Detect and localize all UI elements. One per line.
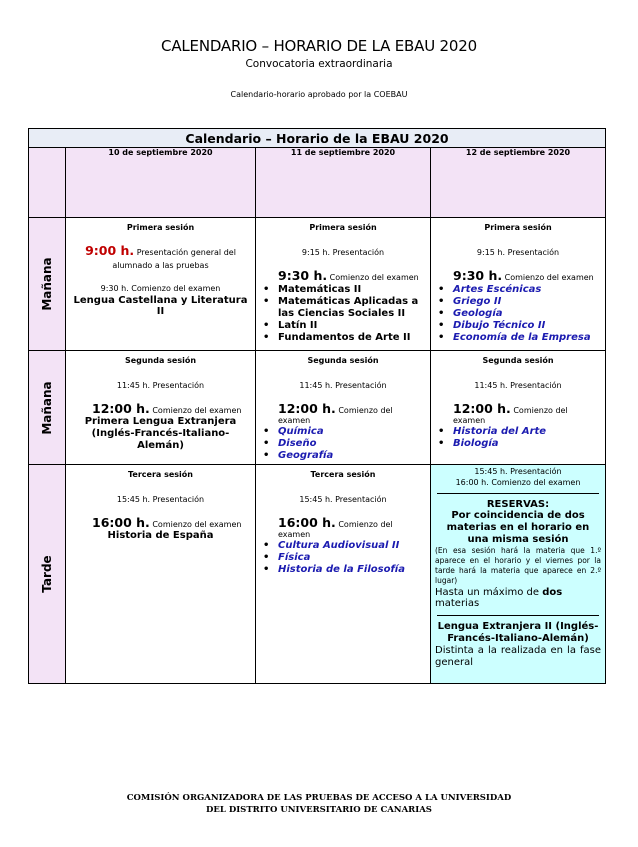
table-title: Calendario – Horario de la EBAU 2020 [29,129,606,148]
list-item: • Matemáticas II [260,284,426,296]
exam-text: Comienzo del examen [453,406,568,425]
corner-cell [29,148,66,218]
lang-title: Lengua Extranjera II (Inglés-Francés-Italiano-Alemán) [437,621,599,644]
lang-note: Distinta a la realizada en la fase general [435,645,601,668]
list-item: • Geografía [260,450,426,462]
exam-time: 9:30 h. [278,268,328,283]
list-item: • Historia del Arte [435,426,601,438]
row-label-cell [29,465,66,684]
row-label: Mañana [40,380,54,435]
exam-time: 12:00 h. [278,401,336,416]
session-name: Primera sesión [484,223,552,232]
list-item: • Matemáticas Aplicadas a las Ciencias Sociales II [260,296,426,320]
list-item: • Griego II [435,296,601,308]
subject: Primera Lengua Extranjera (Inglés-Francés-Italiano-Alemán) [84,416,237,451]
table-row [29,465,606,684]
exam-time: 12:00 h. [92,401,150,416]
exam-text: Comienzo del examen [278,520,393,539]
date-header: 12 de septiembre 2020 [431,148,606,218]
list-item: • Artes Escénicas [435,284,601,296]
exam-text: Comienzo del examen [329,273,419,282]
session-name: Primera sesión [309,223,377,232]
row-label-cell [29,351,66,465]
subject: Historia de España [107,530,214,541]
date-header: 10 de septiembre 2020 [66,148,256,218]
document-title: CALENDARIO – HORARIO DE LA EBAU 2020 [161,37,477,55]
schedule-table [28,128,606,684]
footer [0,792,638,816]
subject-list [260,284,426,344]
presentation-text: Presentación general del alumnado a las pruebas [112,248,236,270]
presentation-time: 11:45 h. Presentación [299,381,387,390]
max-suffix: materias [435,598,480,609]
presentation-time: 9:15 h. Presentación [301,248,385,257]
list-item: • Fundamentos de Arte II [260,332,426,344]
exam-start: 16:00 h. Comienzo del examen [455,478,581,487]
document-subtitle: Convocatoria extraordinaria [245,58,393,70]
list-item: • Biología [435,438,601,450]
session-cell [431,218,606,351]
divider [437,615,599,616]
session-name: Segunda sesión [482,356,554,365]
session-cell [66,218,256,351]
footer-line: DEL DISTRITO UNIVERSITARIO DE CANARIAS [206,805,432,815]
table-row [29,351,606,465]
subject-list [435,426,601,450]
divider [437,493,599,494]
presentation-time: 11:45 h. Presentación [116,381,205,390]
presentation-time: 11:45 h. Presentación [474,381,562,390]
list-item: • Economía de la Empresa [435,332,601,344]
reservas-note: (En esa sesión hará la materia que 1.º aparece en el horario y el viernes por la tarde hará la materia que aparece en 2.º lugar) [435,546,601,585]
session-name: Tercera sesión [310,470,376,479]
reservas-cell [431,465,606,684]
session-cell [66,351,256,465]
reservas-body: Por coincidencia de dos materias en el horario en una misma sesión [446,510,590,545]
list-item: • Dibujo Técnico II [435,320,601,332]
exam-text: Comienzo del examen [504,273,594,282]
exam-time: 16:00 h. [278,515,336,530]
subject-list [435,284,601,344]
max-bold: dos [542,587,563,598]
list-item: • Física [260,552,426,564]
reservas-title: RESERVAS: [486,499,550,510]
exam-text: Comienzo del examen [278,406,393,425]
approval-note: Calendario-horario aprobado por la COEBAU [230,90,408,99]
session-cell [66,465,256,684]
exam-text: Comienzo del examen [152,520,242,529]
list-item: • Diseño [260,438,426,450]
session-cell [256,218,431,351]
exam-start: 9:30 h. Comienzo del examen [100,284,221,293]
presentation-time: 9:15 h. Presentación [476,248,560,257]
row-label: Mañana [40,257,54,311]
session-name: Tercera sesión [128,470,193,479]
max-prefix: Hasta un máximo de [435,587,540,598]
list-item: • Historia de la Filosofía [260,564,426,576]
list-item: • Geología [435,308,601,320]
session-cell [431,351,606,465]
subject: Lengua Castellana y Literatura II [73,295,248,317]
presentation-time: 15:45 h. Presentación [299,495,387,504]
row-label-cell [29,218,66,351]
table-row [29,218,606,351]
footer-line: COMISIÓN ORGANIZADORA DE LAS PRUEBAS DE ACCESO A LA UNIVERSIDAD [126,793,512,803]
exam-time: 12:00 h. [453,401,511,416]
list-item: • Latín II [260,320,426,332]
session-name: Primera sesión [126,223,195,232]
presentation-time: 15:45 h. Presentación [116,495,205,504]
session-name: Segunda sesión [307,356,379,365]
exam-text: Comienzo del examen [152,406,242,415]
exam-time: 9:30 h. [453,268,503,283]
session-cell [256,351,431,465]
presentation-time: 15:45 h. Presentación [474,467,562,476]
session-cell [256,465,431,684]
session-name: Segunda sesión [124,356,197,365]
row-label: Tarde [40,555,54,593]
subject-list [260,540,426,576]
subject-list [260,426,426,462]
max-materias [435,587,601,609]
date-header-row [29,148,606,218]
presentation-time: 9:00 h. [85,243,135,258]
list-item: • Cultura Audiovisual II [260,540,426,552]
exam-time: 16:00 h. [92,515,150,530]
date-header: 11 de septiembre 2020 [256,148,431,218]
list-item: • Química [260,426,426,438]
